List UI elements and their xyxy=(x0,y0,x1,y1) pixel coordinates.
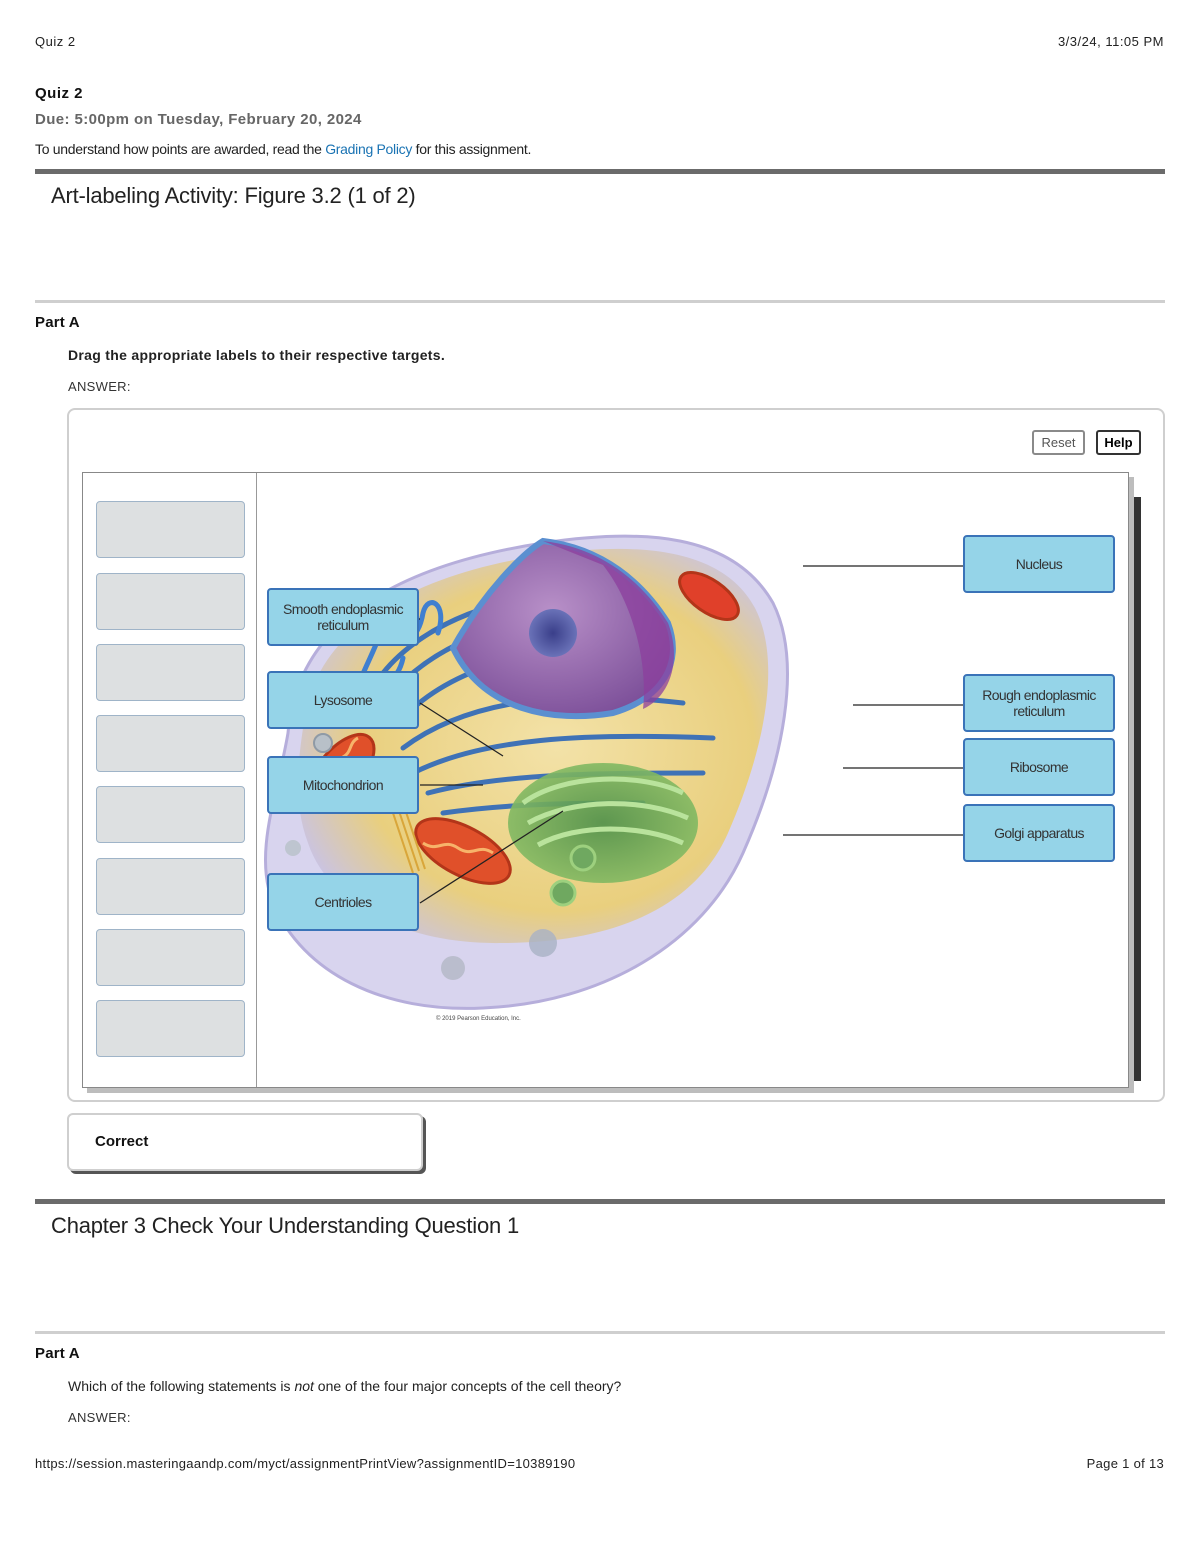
section1-answer-label: ANSWER: xyxy=(68,379,131,394)
policy-suffix: for this assignment. xyxy=(412,141,532,157)
print-header-timestamp: 3/3/24, 11:05 PM xyxy=(1057,34,1164,49)
question-emphasis: not xyxy=(294,1378,314,1394)
copyright-notice: © 2019 Pearson Education, Inc. xyxy=(436,1016,521,1022)
section2-title: Chapter 3 Check Your Understanding Question 1 xyxy=(51,1213,519,1238)
labeling-board xyxy=(82,472,1129,1088)
section1-instruction: Drag the appropriate labels to their respective targets. xyxy=(68,347,446,363)
reset-button[interactable]: Reset xyxy=(1032,430,1085,455)
art-labeling-activity xyxy=(67,408,1165,1102)
question-prefix: Which of the following statements is xyxy=(68,1378,295,1394)
part-divider xyxy=(35,300,1165,303)
section-divider xyxy=(35,169,1165,174)
help-button[interactable]: Help xyxy=(1096,430,1141,455)
assignment-title: Quiz 2 xyxy=(35,85,84,102)
label-rough-er[interactable]: Rough endoplasmic reticulum xyxy=(963,674,1115,732)
section2-question xyxy=(68,1378,621,1394)
print-footer-url: https://session.masteringaandp.com/myct/assignmentPrintView?assignmentID=10389190 xyxy=(35,1456,576,1471)
label-smooth-er[interactable]: Smooth endoplasmic reticulum xyxy=(267,588,419,646)
section1-title: Art-labeling Activity: Figure 3.2 (1 of 2) xyxy=(51,183,416,208)
label-lysosome[interactable]: Lysosome xyxy=(267,671,419,729)
label-centrioles[interactable]: Centrioles xyxy=(267,873,419,931)
grading-policy-text xyxy=(35,141,531,157)
part-divider xyxy=(35,1331,1165,1334)
section2-answer-label: ANSWER: xyxy=(68,1410,131,1425)
due-date: Due: 5:00pm on Tuesday, February 20, 2024 xyxy=(35,111,362,128)
print-footer-page: Page 1 of 13 xyxy=(1086,1456,1164,1471)
section1-part-label: Part A xyxy=(35,314,80,331)
label-nucleus[interactable]: Nucleus xyxy=(963,535,1115,593)
result-feedback: Correct xyxy=(67,1113,423,1171)
question-suffix: one of the four major concepts of the cell theory? xyxy=(313,1378,622,1394)
policy-prefix: To understand how points are awarded, read the xyxy=(35,141,326,157)
print-header-title: Quiz 2 xyxy=(35,34,76,49)
grading-policy-link[interactable]: Grading Policy xyxy=(325,141,413,157)
section-divider xyxy=(35,1199,1165,1204)
section2-part-label: Part A xyxy=(35,1345,80,1362)
label-mitochondrion[interactable]: Mitochondrion xyxy=(267,756,419,814)
label-ribosome[interactable]: Ribosome xyxy=(963,738,1115,796)
label-golgi[interactable]: Golgi apparatus xyxy=(963,804,1115,862)
